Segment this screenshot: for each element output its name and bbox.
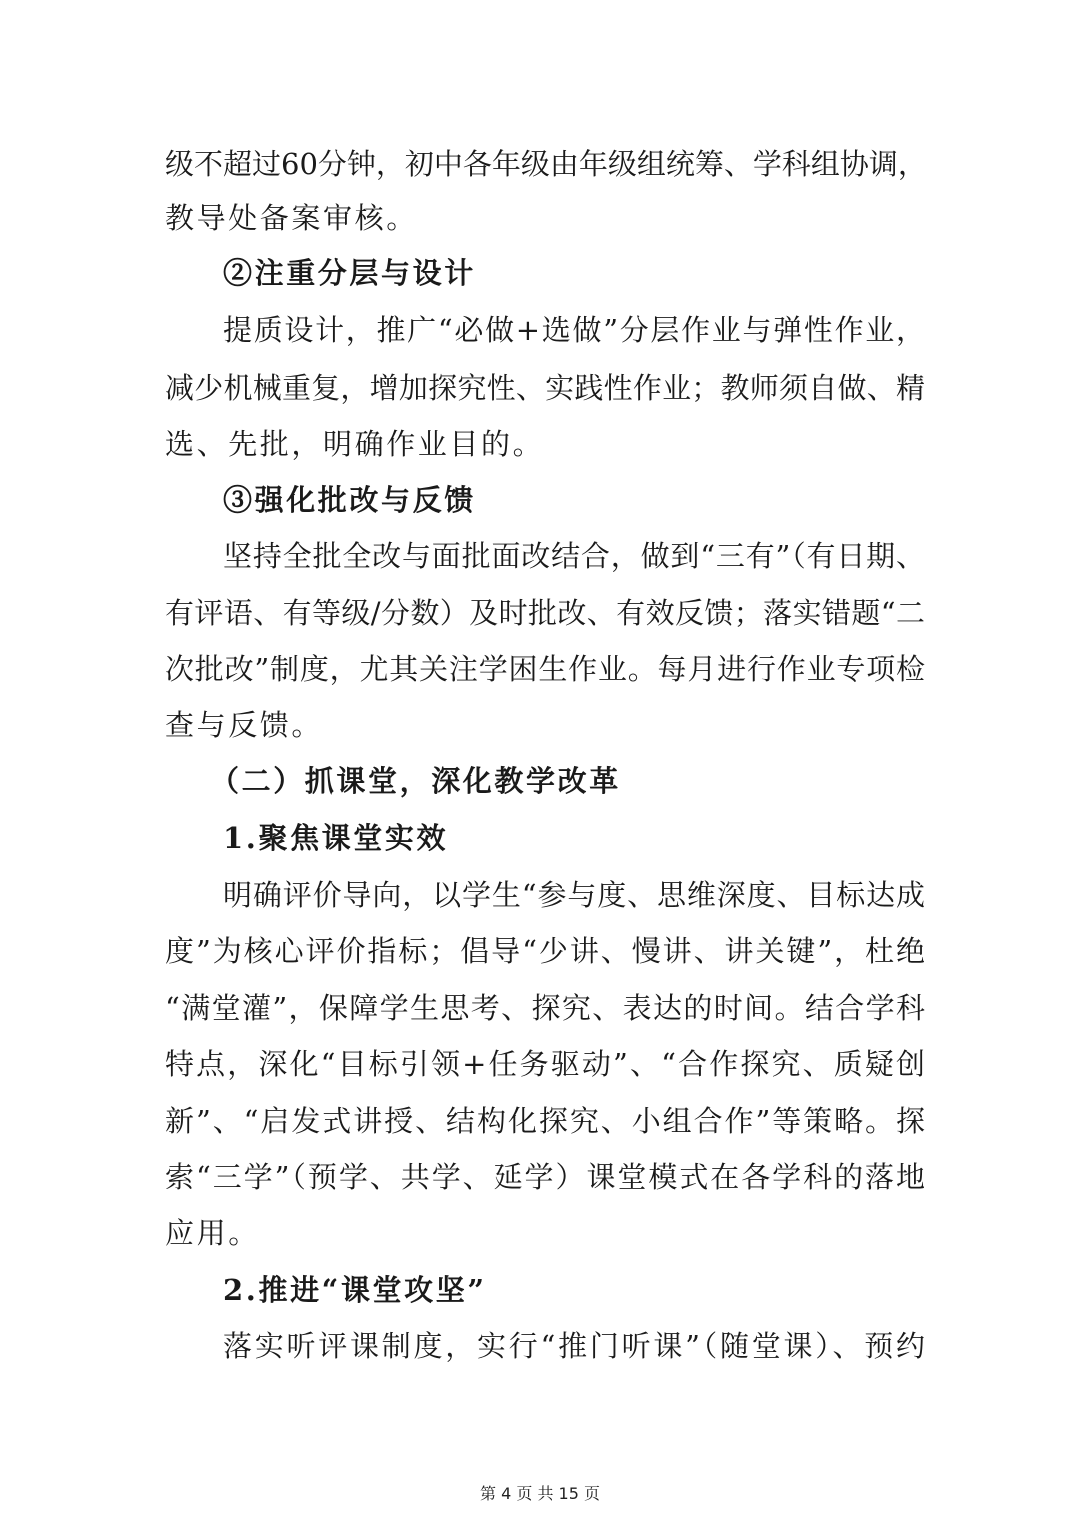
page-number-footer: 第 4 页 共 15 页 (480, 1484, 600, 1503)
paragraph-line: “满堂灌”，保障学生思考、探究、表达的时间。结合学科 (165, 991, 925, 1025)
paragraph-line: 查与反馈。 (165, 708, 324, 742)
paragraph-line: 选、先批，明确作业目的。 (165, 427, 545, 461)
paragraph-line: 索“三学”（预学、共学、延学）课堂模式在各学科的落地 (165, 1160, 925, 1194)
paragraph-line: 度”为核心评价指标；倡导“少讲、慢讲、讲关键”，杜绝 (165, 934, 925, 968)
subheading-classroom-tackle: 2.推进“课堂攻坚” (223, 1273, 487, 1307)
paragraph-line: 新”、“启发式讲授、结构化探究、小组合作”等策略。探 (165, 1104, 925, 1138)
subheading-grading-feedback: ③强化批改与反馈 (223, 483, 476, 517)
paragraph-line: 教导处备案审核。 (165, 201, 418, 235)
paragraph-line: 提质设计，推广“必做+选做”分层作业与弹性作业， (223, 313, 925, 347)
paragraph-line: 落实听评课制度，实行“推门听课”（随堂课）、预约 (223, 1329, 925, 1363)
paragraph-line: 次批改”制度，尤其关注学困生作业。每月进行作业专项检 (165, 652, 925, 686)
paragraph-line: 明确评价导向，以学生“参与度、思维深度、目标达成 (223, 878, 925, 912)
paragraph-line: 级不超过60分钟，初中各年级由年级组统筹、学科组协调， (165, 147, 927, 181)
paragraph-line: 减少机械重复，增加探究性、实践性作业；教师须自做、精 (165, 371, 925, 405)
subheading-layered-design: ②注重分层与设计 (223, 256, 476, 290)
paragraph-line: 特点，深化“目标引领+任务驱动”、“合作探究、质疑创 (165, 1047, 925, 1081)
paragraph-line: 有评语、有等级/分数）及时批改、有效反馈；落实错题“二 (165, 596, 925, 630)
paragraph-line: 应用。 (165, 1216, 260, 1250)
section-heading-classroom: （二）抓课堂，深化教学改革 (210, 764, 621, 798)
subheading-classroom-effect: 1.聚焦课堂实效 (223, 821, 449, 855)
paragraph-line: 坚持全批全改与面批面改结合，做到“三有”（有日期、 (223, 539, 925, 573)
